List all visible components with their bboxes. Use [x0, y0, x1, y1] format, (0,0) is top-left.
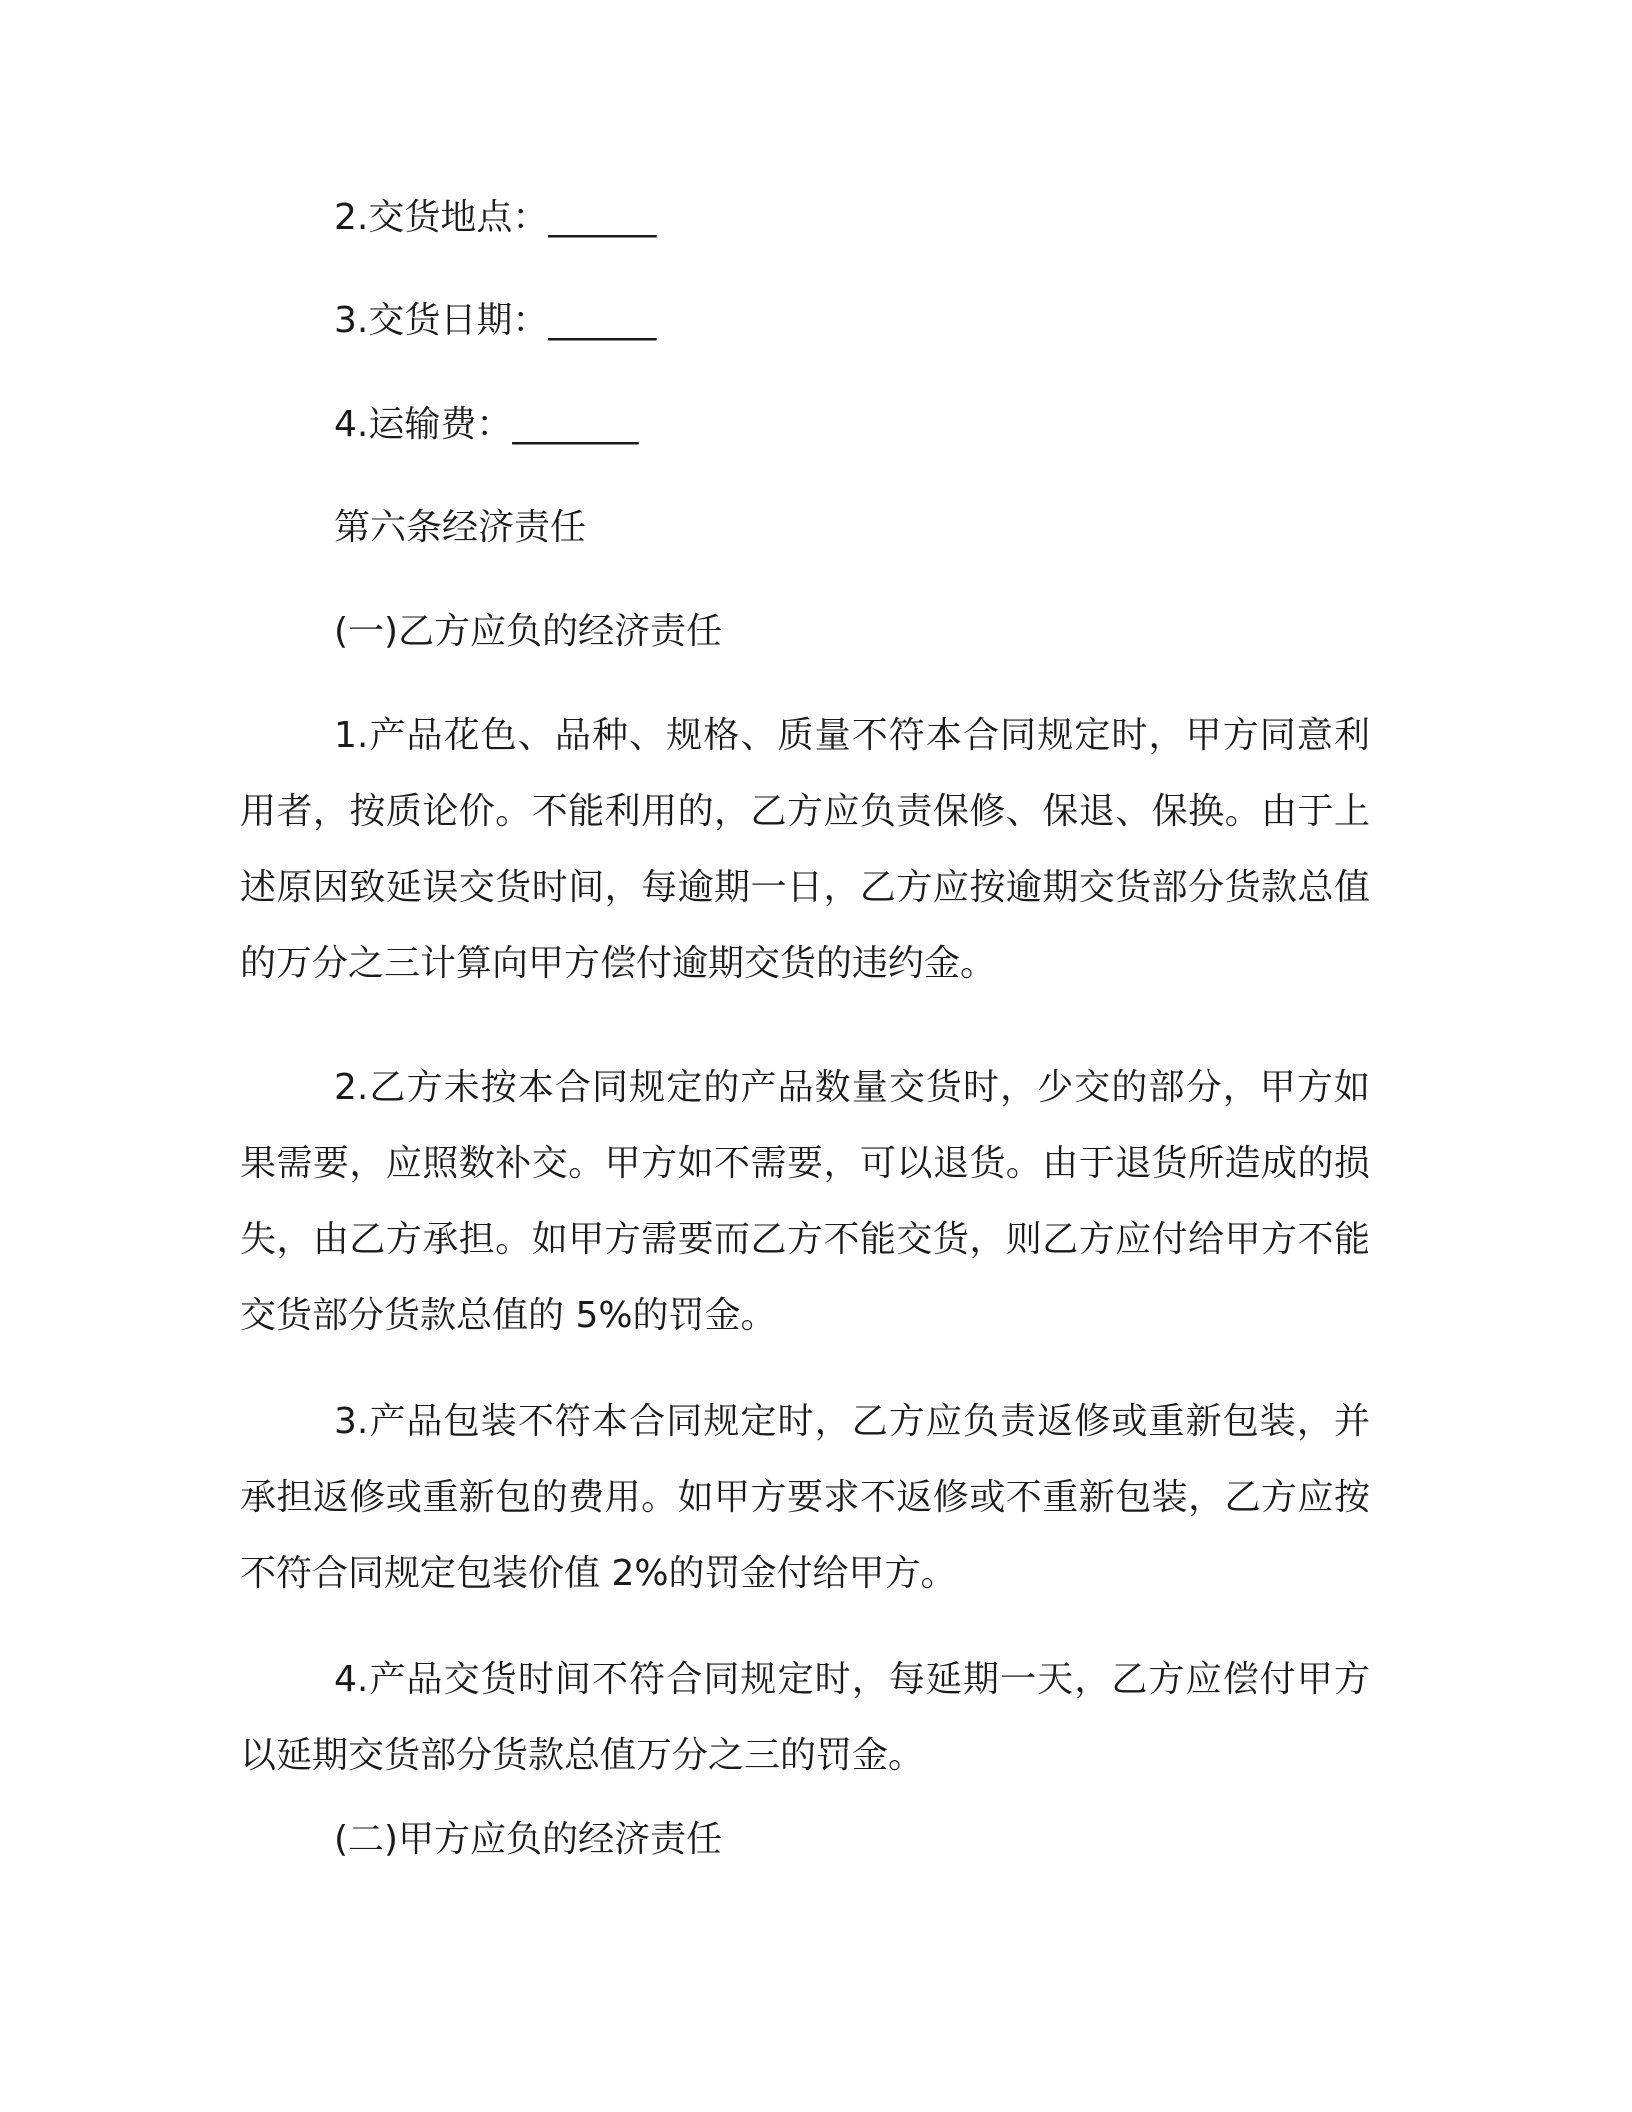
delivery-date-line: 3.交货日期：______: [334, 300, 657, 341]
paragraph-late-delivery: 4.产品交货时间不符合同规定时，每延期一天，乙方应偿付甲方以延期交货部分货款总值万分之三的罚金。: [240, 1659, 1370, 1776]
paragraph-quantity-shortfall: 2.乙方未按本合同规定的产品数量交货时，少交的部分，甲方如果需要，应照数补交。甲方如不需要，可以退货。由于退货所造成的损失，由乙方承担。如甲方需要而乙方不能交货，则乙方应付给甲方不能交货部分货款总值的 5%的罚金。: [240, 1067, 1370, 1336]
freight-line: 4.运输费：_______: [334, 404, 639, 445]
paragraph-quality-nonconformity: 1.产品花色、品种、规格、质量不符本合同规定时，甲方同意利用者，按质论价。不能利用的，乙方应负责保修、保退、保换。由于上述原因致延误交货时间，每逾期一日，乙方应按逾期交货部分货款总值的万分之三计算向甲方偿付逾期交货的违约金。: [240, 715, 1370, 984]
party-a-liability-heading: (二)甲方应负的经济责任: [334, 1819, 723, 1860]
party-b-liability-heading: (一)乙方应负的经济责任: [334, 611, 723, 652]
article-six-heading: 第六条经济责任: [334, 507, 587, 548]
delivery-place-line: 2.交货地点：______: [334, 197, 657, 238]
paragraph-packaging-nonconformity: 3.产品包装不符本合同规定时，乙方应负责返修或重新包装，并承担返修或重新包的费用。如甲方要求不返修或不重新包装，乙方应按不符合同规定包装价值 2%的罚金付给甲方。: [240, 1401, 1370, 1594]
